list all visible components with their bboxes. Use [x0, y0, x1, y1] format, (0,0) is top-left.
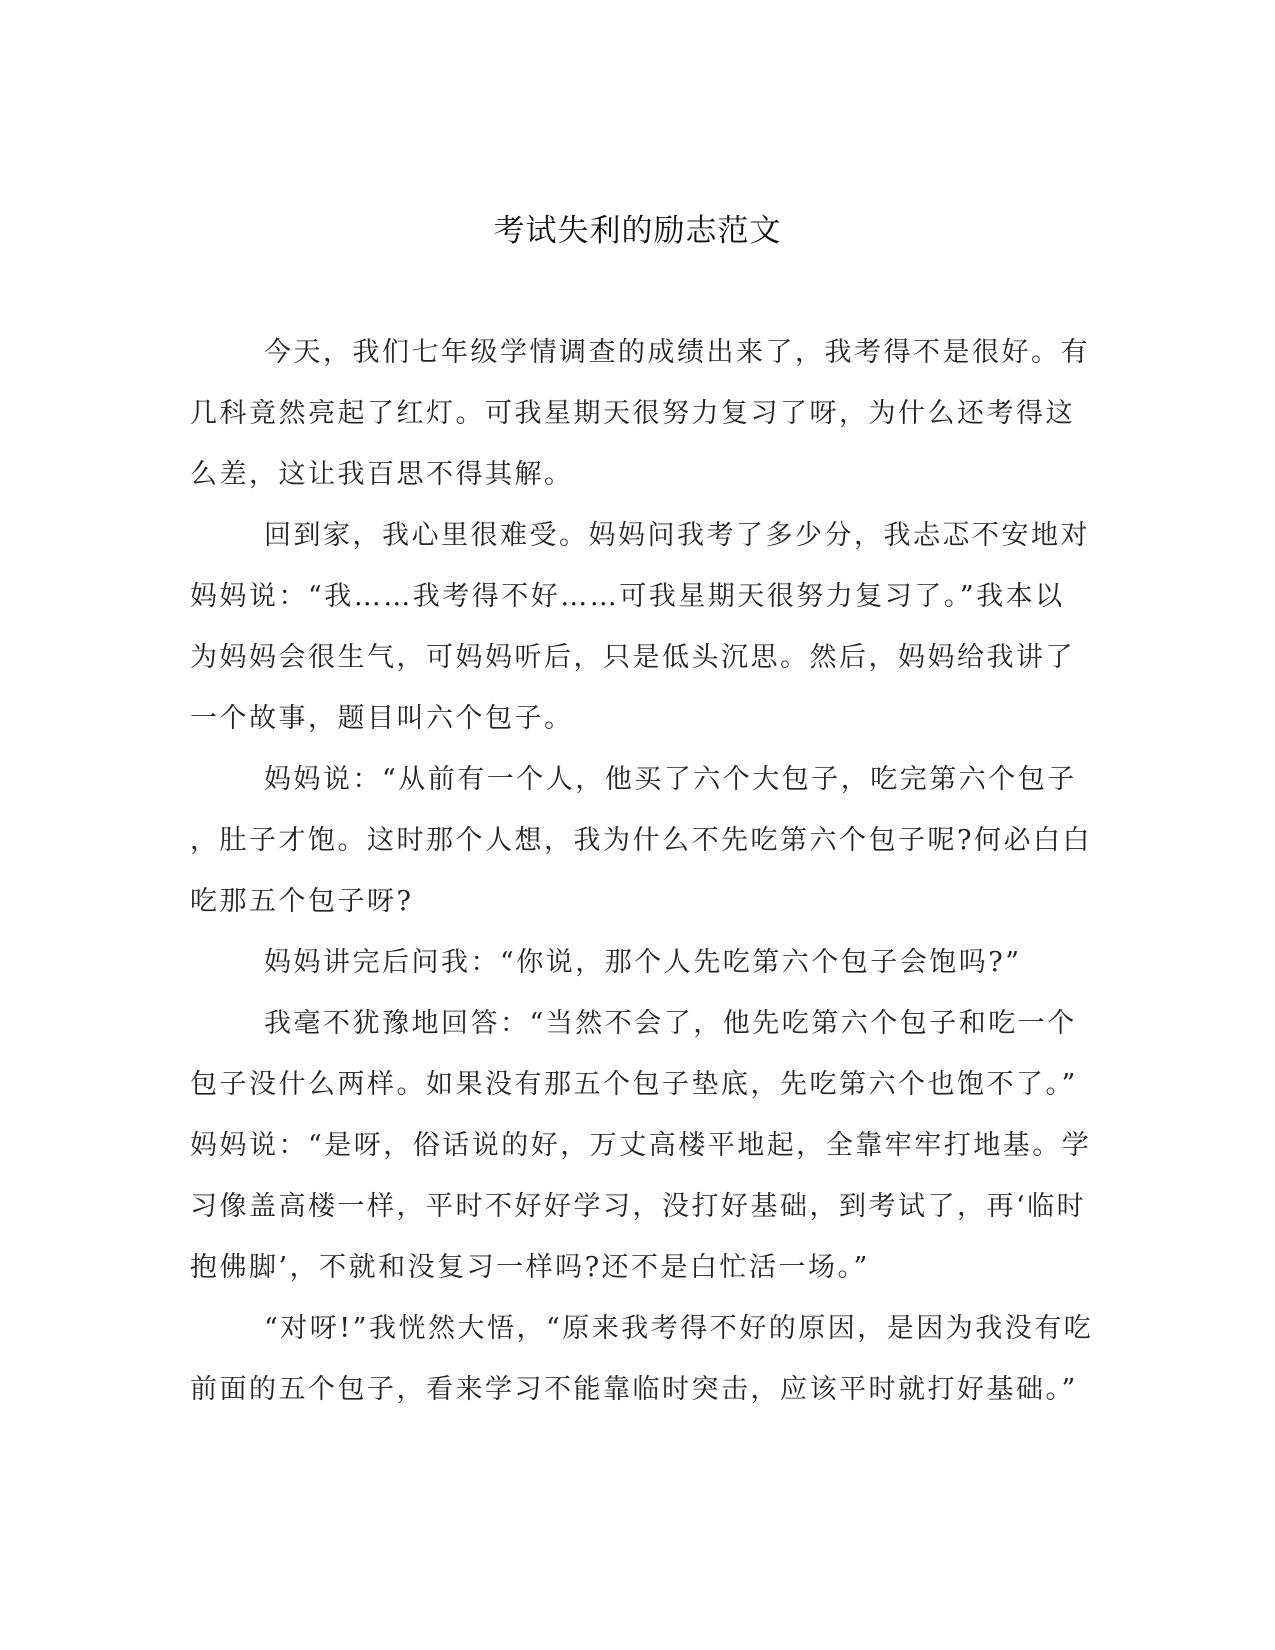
document-body — [190, 322, 1094, 1420]
body-line: 几科竟然亮起了红灯。可我星期天很努力复习了呀，为什么还考得这 — [190, 398, 1075, 429]
body-line: 妈妈讲完后问我：“你说，那个人先吃第六个包子会饱吗?” — [264, 947, 1022, 978]
body-line: ，肚子才饱。这时那个人想，我为什么不先吃第六个包子呢?何必白白 — [190, 825, 1092, 856]
body-line: 今天，我们七年级学情调查的成绩出来了，我考得不是很好。有 — [264, 337, 1090, 368]
body-line: 包子没什么两样。如果没有那五个包子垫底，先吃第六个也饱不了。” — [190, 1069, 1078, 1100]
body-line: 我毫不犹豫地回答：“当然不会了，他先吃第六个包子和吃一个 — [264, 1008, 1077, 1039]
body-line: 么差，这让我百思不得其解。 — [190, 459, 574, 490]
body-line: 一个故事，题目叫六个包子。 — [190, 703, 574, 734]
body-line: 抱佛脚’，不就和没复习一样吗?还不是白忙活一场。” — [190, 1252, 870, 1283]
body-line: 前面的五个包子，看来学习不能靠临时突击，应该平时就打好基础。” — [190, 1374, 1078, 1405]
body-line: “对呀!”我恍然大悟，“原来我考得不好的原因，是因为我没有吃 — [264, 1313, 1094, 1344]
body-line: 回到家，我心里很难受。妈妈问我考了多少分，我忐忑不安地对 — [264, 520, 1090, 551]
body-line: 妈妈说：“是呀，俗话说的好，万丈高楼平地起，全靠牢牢打地基。学 — [190, 1130, 1092, 1161]
body-line: 为妈妈会很生气，可妈妈听后，只是低头沉思。然后，妈妈给我讲了 — [190, 642, 1075, 673]
body-line: 妈妈说：“我……我考得不好……可我星期天很努力复习了。”我本以 — [190, 581, 1065, 612]
document-title: 考试失利的励志范文 — [493, 213, 782, 249]
body-line: 习像盖高楼一样，平时不好好学习，没打好基础，到考试了，再‘临时 — [190, 1191, 1087, 1222]
body-line: 妈妈说：“从前有一个人，他买了六个大包子，吃完第六个包子 — [264, 764, 1077, 795]
body-line: 吃那五个包子呀? — [190, 886, 414, 917]
